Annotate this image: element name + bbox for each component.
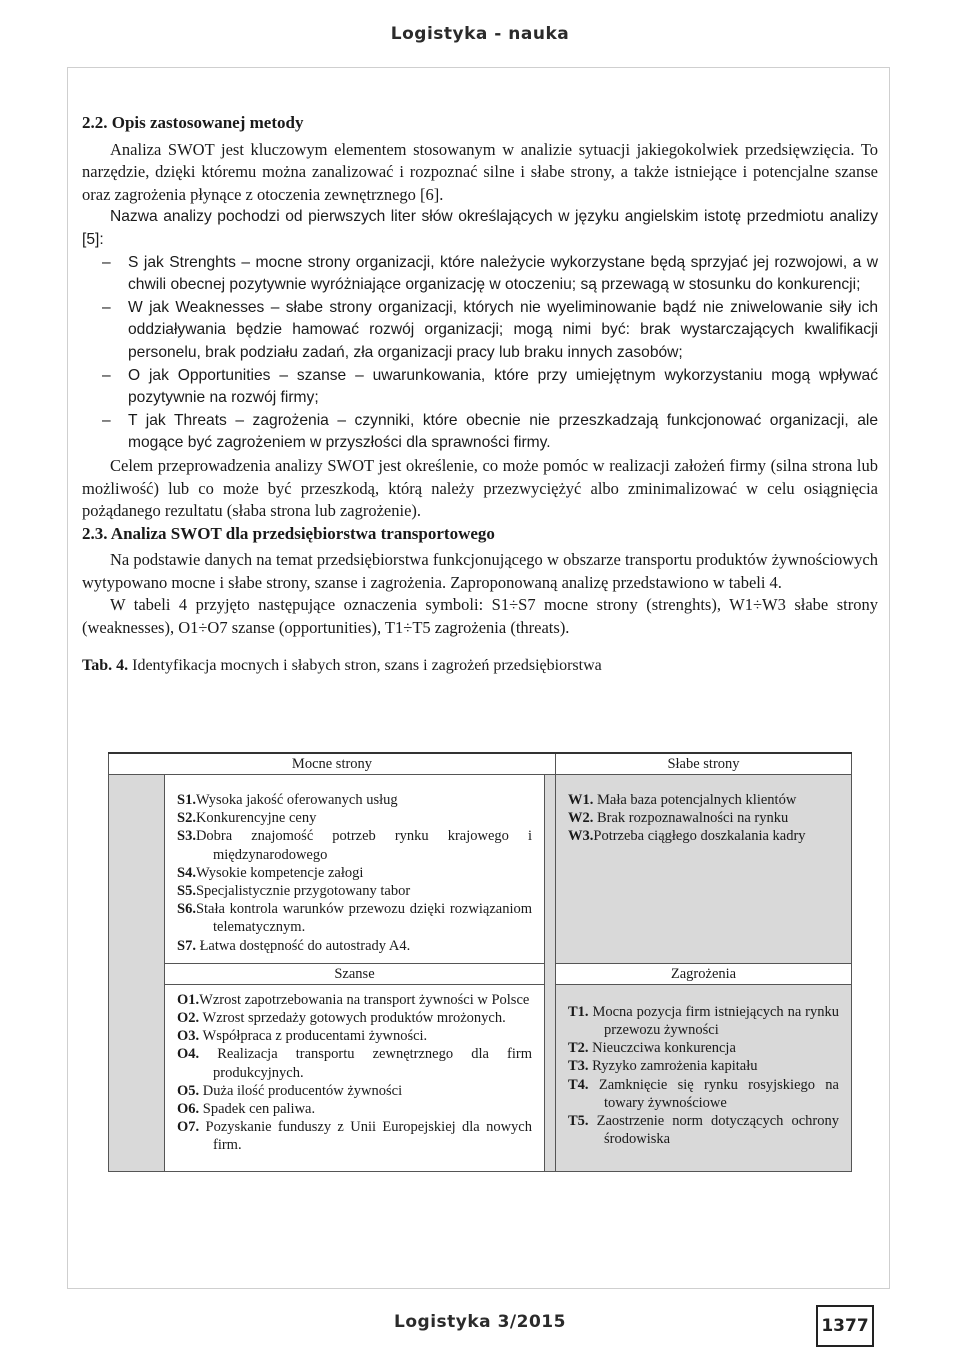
weakness-item-code: W3. [568,828,594,845]
opportunity-item [177,1100,532,1118]
opportunity-item [177,1118,532,1154]
weakness-item-code: W2. [568,810,594,827]
list-item [82,410,878,455]
dash-bullet: – [102,411,111,429]
strength-item-text: Wysokie kompetencje załogi [195,864,364,881]
strengths-cell [165,775,545,964]
opportunity-item-code: O4. [177,1046,200,1063]
strength-item-text: Stała kontrola warunków przewozu dzięki rozwiązaniom telematycznym. [195,901,532,936]
section-heading-2-3: 2.3. Analiza SWOT dla przedsiębiorstwa transportowego [82,523,495,543]
strengths-list [177,791,532,955]
table-caption [82,656,878,676]
strength-item-text: Dobra znajomość potrzeb rynku krajowego i międzynarodowego [195,828,532,863]
list-item [82,297,878,365]
section-heading-2-2: 2.2. Opis zastosowanej metody [82,113,304,132]
strengths-header: Mocne strony [109,753,556,775]
threat-item [568,1003,839,1039]
opportunity-item-text: Realizacja transportu zewnętrznego dla firm produkcyjnych. [199,1046,532,1081]
opportunity-item [177,1009,532,1027]
weakness-item-text: Potrzeba ciągłego doszkalania kadry [593,828,806,845]
threats-header: Zagrożenia [556,963,852,984]
threat-item-text: Zaostrzenie norm dotyczących ochrony środowiska [588,1113,839,1148]
threat-item-code: T1. [568,1003,589,1020]
threat-item-text: Ryzyko zamrożenia kapitału [588,1058,758,1075]
table-divider-column [545,775,556,1172]
list-item [82,365,878,410]
threat-item-text: Mocna pozycja firm istniejących na rynku przewozu żywności [588,1003,839,1039]
threat-item [568,1057,839,1075]
threat-item-code: T3. [568,1058,589,1075]
strength-item-code: S1. [177,792,196,808]
weakness-item-text: Brak rozpoznawalności na rynku [593,810,789,827]
weaknesses-header: Słabe strony [556,753,852,775]
paragraph: Nazwa analizy pochodzi od pierwszych liter słów określających w języku angielskim istotę przedmiotu analizy [5]: [82,208,878,248]
list-item [82,252,878,297]
table-caption-text: Identyfikacja mocnych i słabych stron, szans i zagrożeń przedsiębiorstwa [128,656,602,674]
weakness-item [568,827,839,845]
opportunity-item [177,1045,532,1081]
paragraph: Na podstawie danych na temat przedsiębiorstwa funkcjonującego w obszarze transportu produktów żywnościowych wytypowano mocne i słabe strony, szanse i zagrożenia. Zaproponowaną analizę przedstawiono w tabeli 4. [82,550,878,592]
opportunity-item-text: Wzrost zapotrzebowania na transport żywności w Polsce [199,991,530,1008]
strength-item-code: S6. [177,901,196,918]
journal-footer: Logistyka 3/2015 [394,1312,566,1332]
swot-table [108,752,852,1172]
strength-item [177,937,532,955]
opportunity-item-code: O7. [177,1119,200,1136]
swot-definition-list [82,252,878,455]
weaknesses-cell [556,775,852,964]
opportunity-item-code: O5. [177,1082,200,1099]
threat-item-code: T2. [568,1040,589,1057]
threats-list [568,1003,839,1149]
opportunity-item [177,1082,532,1100]
opportunity-item-text: Duża ilość producentów żywności [199,1082,403,1099]
page-number: 1377 [816,1305,874,1347]
table-caption-label: Tab. 4. [82,656,129,674]
strength-item-code: S5. [177,883,196,900]
threat-item-code: T5. [568,1113,589,1130]
table-side-column [109,775,165,1172]
list-item-text: S jak Strenghts – mocne strony organizacji, które należycie wykorzystane będą sprzyjać jej rozwojowi, a w chwili obecnej pozytywnie wyróżniające organizację w otoczeniu; są przewagą w stosunku do konkurencji; [128,253,878,294]
opportunity-item-code: O6. [177,1101,200,1118]
list-item-text: W jak Weaknesses – słabe strony organizacji, których nie wyeliminowanie bądź nie zniwelowanie siły ich oddziaływania będzie hamować rozwój organizacji; mogą nimi być: brak wystarczających kwalifikacji personelu, brak podziału zadań, zła organizacji pracy lub braku innych zasobów; [128,298,878,361]
opportunity-item-text: Pozyskanie funduszy z Unii Europejskiej dla nowych firm. [199,1119,532,1154]
paragraph: Celem przeprowadzenia analizy SWOT jest określenie, co może pomóc w realizacji założeń firmy (silna strona lub możliwość) lub co może być przeszkodą, którą należy przezwyciężyć albo zminimalizować w celu osiągnięcia pożądanego rezultatu (słaba strona lub zagrożenie). [82,455,878,521]
article-content [82,112,878,676]
opportunity-item-text: Wzrost sprzedaży gotowych produktów mrożonych. [199,1010,506,1027]
opportunity-item-text: Współpraca z producentami żywności. [199,1028,428,1045]
strength-item-text: Wysoka jakość oferowanych usług [195,792,398,808]
list-item-text: O jak Opportunities – szanse – uwarunkowania, które przy umiejętnym wykorzystaniu mogą wpływać pozytywnie na rozwój firmy; [128,366,878,407]
strength-item-code: S7. [177,937,196,954]
strength-item [177,882,532,900]
opportunity-item-code: O3. [177,1028,200,1045]
threat-item-text: Zamknięcie się rynku rosyjskiego na towary żywnościowe [588,1076,839,1111]
strength-item-code: S3. [177,828,196,845]
opportunity-item-code: O2. [177,1010,200,1027]
threats-cell [556,984,852,1171]
strength-item-code: S2. [177,810,196,827]
dash-bullet: – [102,366,111,384]
opportunity-item-text: Spadek cen paliwa. [199,1101,316,1118]
weakness-item-code: W1. [568,792,594,808]
list-item-text: T jak Threats – zagrożenia – czynniki, które obecnie nie przeszkadzają funkcjonować organizacji, ale mogące być zagrożeniem w przyszłości dla sprawności firmy. [128,411,878,452]
paragraph: W tabeli 4 przyjęto następujące oznaczenia symboli: S1÷S7 mocne strony (strenghts), W1÷W3 słabe strony (weaknesses), O1÷O7 szanse (opportunities), T1÷T5 zagrożenia (threats). [82,595,878,638]
strength-item-text: Łatwa dostępność do autostrady A4. [195,937,411,954]
weakness-item [568,809,839,827]
threat-item-text: Nieuczciwa konkurencja [588,1040,736,1057]
strength-item [177,809,532,827]
opportunities-header: Szanse [165,963,545,984]
opportunity-item [177,1027,532,1045]
weakness-item [568,791,839,809]
strength-item-code: S4. [177,864,196,881]
dash-bullet: – [102,253,111,271]
strength-item [177,791,532,809]
threat-item [568,1112,839,1148]
paragraph: Analiza SWOT jest kluczowym elementem stosowanym w analizie sytuacji jakiegokolwiek przedsięwzięcia. To narzędzie, dzięki któremu można zanalizować i rozpoznać silne i słabe strony, a także istniejące i potencjalne szanse oraz zagrożenia płynące z otoczenia zewnętrznego [6]. [82,139,878,204]
opportunity-item-code: O1. [177,991,200,1008]
weaknesses-list [568,791,839,846]
opportunity-item [177,991,532,1009]
strength-item-text: Specjalistycznie przygotowany tabor [195,883,411,900]
strength-item-text: Konkurencyjne ceny [195,810,317,827]
running-header: Logistyka - nauka [390,24,570,44]
threat-item [568,1039,839,1057]
weakness-item-text: Mała baza potencjalnych klientów [593,792,797,808]
opportunities-cell [165,984,545,1171]
dash-bullet: – [102,298,111,316]
threat-item-code: T4. [568,1076,589,1093]
strength-item [177,864,532,882]
strength-item [177,900,532,936]
strength-item [177,827,532,863]
opportunities-list [177,991,532,1155]
threat-item [568,1076,839,1112]
